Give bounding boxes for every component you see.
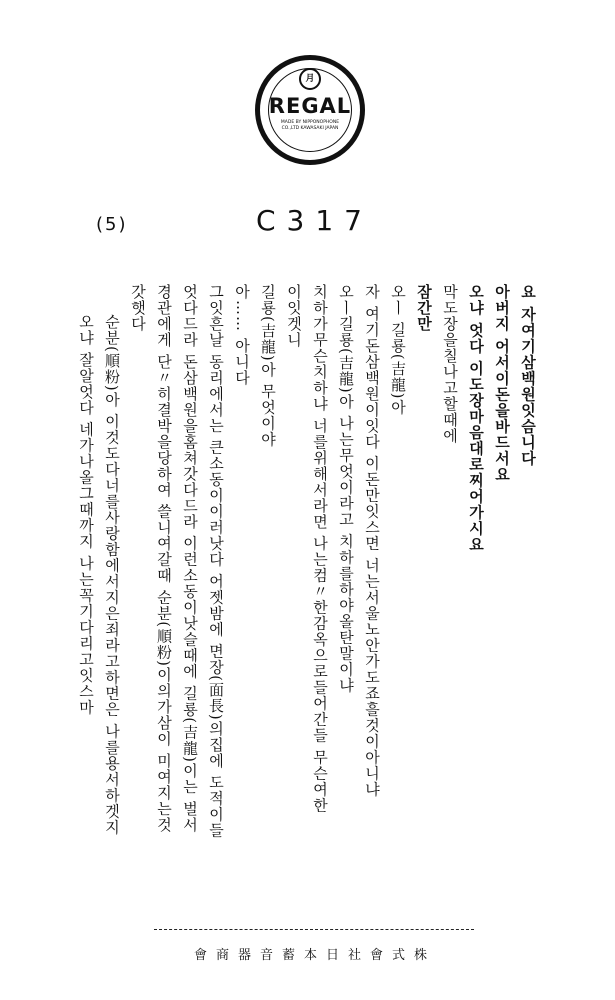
lyric-line: 길룡(吉龍)아 무엇이야: [259, 284, 277, 448]
regal-logo: [255, 55, 365, 165]
lyric-line: 갓햇다: [129, 284, 147, 332]
logo-brand-name: REGAL: [268, 94, 352, 118]
lyric-line: 순분(順粉)아 이것도다너를사랑함에서지은죄라고하면은 나를용서하겟지: [103, 314, 121, 836]
lyric-line: 이잇겟니: [285, 284, 303, 348]
lyric-line: 아…… 아니다: [233, 284, 251, 386]
lyric-line: 아버지 어서이돈을바드서요: [493, 284, 511, 483]
footer-divider: [154, 929, 474, 930]
lyric-line: 엇다드라 돈삼백원을홈쳐갓다드라 이런소동이낫슬때에 길룡(吉龍)이는 벌서: [181, 284, 199, 833]
page-number: (5): [96, 214, 128, 235]
lyric-line: 오ㅣ 길룡(吉龍)아: [389, 284, 407, 416]
lyric-line: 경관에게 단〃히결박을당하여 쓸니여갈때 순분(順粉)이의가삼이 미여지는것: [155, 284, 173, 833]
lyric-line: 오ㅣ길룡(吉龍)아 나는무엇이라고 치하를하야올탄말이냐: [337, 284, 355, 694]
logo-subtext: MADE BY NIPPONOPHONE CO.,LTD KAWASAKI JAPAN: [280, 120, 340, 131]
publisher-name: 會商器音蓄本日社會式株: [193, 948, 436, 963]
lyric-line: 오냐 잘알엇다 네가나올그때까지 나는꼭기다리고잇스마: [77, 314, 95, 716]
lyric-line: 요 자여기삼백원잇슴니다: [519, 284, 537, 467]
catalog-number: C317: [256, 204, 373, 237]
lyric-line: 잠간만: [415, 284, 433, 332]
lyric-line: 그잇흔날 동리에서는 큰소동이이러낫다 어젯밤에 면장(面長)의집에 도적이들: [207, 284, 225, 839]
lyric-line: 자 여기돈삼백원이잇다 이돈만잇스면 너는서울노안가도죠흘것이아니냐: [363, 284, 381, 798]
lyric-line: 막도장을칠나고할때에: [441, 284, 459, 444]
moon-emblem-icon: 月: [299, 68, 321, 90]
lyric-line: 치하가무슨치하냐 너를위해서라면 나는컴〃한감옥으로들어간들 무슨여한: [311, 284, 329, 814]
lyric-line: 오냐 엇다 이도장마음대로찌어가시요: [467, 284, 485, 553]
